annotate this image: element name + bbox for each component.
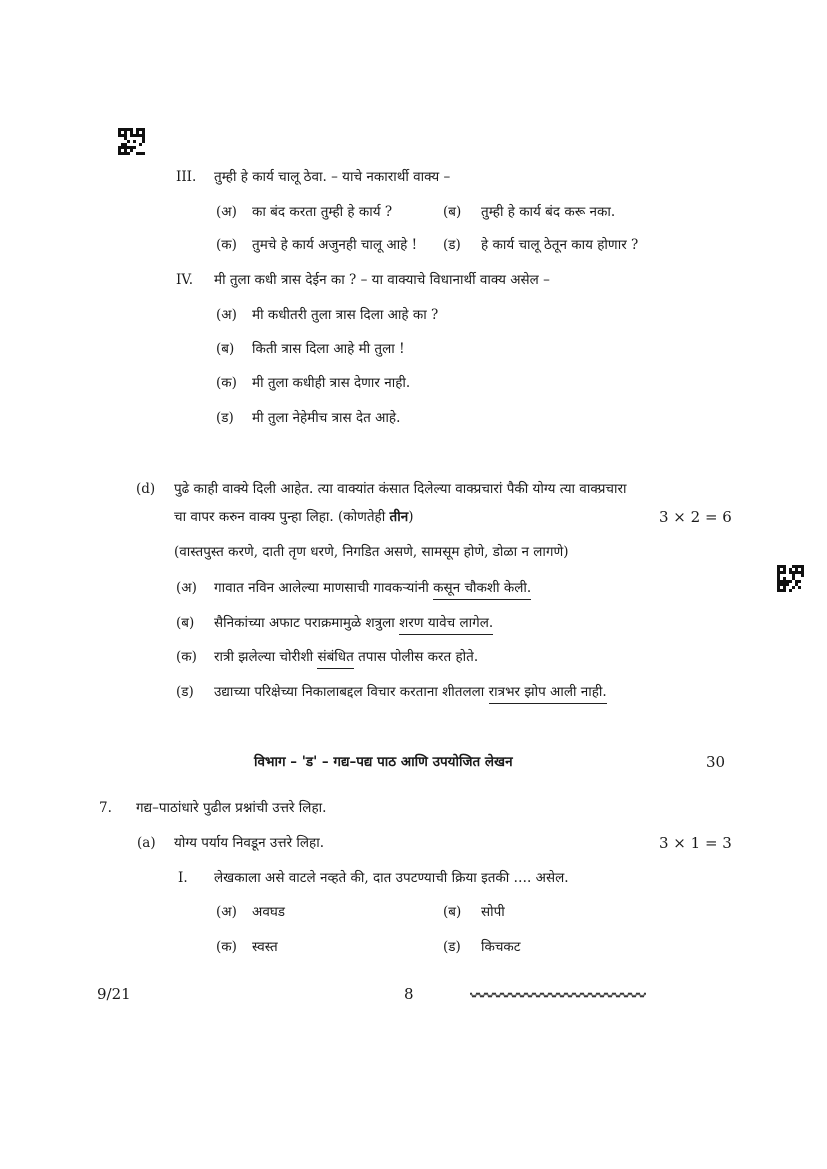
qd-phrases: (वास्तपुस्त करणे, दाती तृण धरणे, निगडित असणे, सामसूम होणे, डोळा न लागणे) [174,544,569,560]
qr-code-right [777,565,804,592]
qd-item-a-key: (अ) [176,580,197,596]
qd-item-a-pre: गावात नविन आलेल्या माणसाची गावकऱ्यांनी [214,580,434,596]
q7-opt-c-text: स्वस्त [252,939,278,955]
qd-line2 [174,511,413,525]
qd-item-c-underlined: संबंधित [317,649,353,669]
section-title: विभाग – 'ड' – गद्य–पद्य पाठ आणि उपयोजित लेखन [254,754,513,770]
q4-opt-a-key: (अ) [216,307,237,323]
qd-item-b-text [214,617,493,631]
qd-marks: 3 × 2 = 6 [659,508,732,526]
q4-opt-d-key: (ड) [216,410,234,426]
qd-line2-post: ) [408,509,414,525]
qd-item-b-key: (ब) [176,615,195,631]
q4-opt-a-text: मी कधीतरी तुला त्रास दिला आहे का ? [252,307,439,323]
footer-code: 9/21 [97,985,131,1003]
q7-opt-c-key: (क) [216,939,237,955]
footer-page-number: 8 [404,985,414,1003]
qd-item-b-underlined: शरण यावेच लागेल. [399,615,493,635]
qd-line1: पुढे काही वाक्ये दिली आहेत. त्या वाक्यांत कंसात दिलेल्या वाक्प्रचारां पैकी योग्य त्या वाक्प्रचारा [174,481,627,497]
q4-opt-c-text: मी तुला कधीही त्रास देणार नाही. [252,375,411,391]
qd-item-b-pre: सैनिकांच्या अफाट पराक्रमामुळे शत्रुला [214,615,400,631]
q7a-text: योग्य पर्याय निवडून उत्तरे लिहा. [174,835,325,851]
q3-opt-b-text: तुम्ही हे कार्य बंद करू नका. [481,204,616,220]
q3-opt-d-key: (ड) [443,237,461,253]
qd-item-a-underlined: कसून चौकशी केली. [433,580,531,600]
q7-opt-d-key: (ड) [443,939,461,955]
q7-opt-a-key: (अ) [216,904,237,920]
q4-opt-b-text: किती त्रास दिला आहे मी तुला ! [252,341,405,357]
qr-code-top-left [118,128,145,155]
q3-label: III. [176,169,197,185]
q7-I-label: I. [178,870,188,886]
q7-opt-a-text: अवघड [252,904,286,920]
q7-I-text: लेखकाला असे वाटले नव्हते की, दात उपटण्याची क्रिया इतकी …. असेल. [214,870,569,886]
q7-number: 7. [99,800,112,816]
q3-opt-d-text: हे कार्य चालू ठेतून काय होणार ? [481,237,639,253]
section-marks: 30 [706,753,726,771]
q4-opt-c-key: (क) [216,375,237,391]
qd-item-c-text [214,651,478,665]
qd-item-c-pre: रात्री झलेल्या चोरीशी [214,649,318,665]
q3-text: तुम्ही हे कार्य चालू ठेवा. – याचे नकारार्थी वाक्य – [214,169,451,185]
q3-opt-b-key: (ब) [443,204,462,220]
q7a-label: (a) [137,835,156,851]
qd-line2-bold: तीन [389,509,409,525]
q4-opt-d-text: मी तुला नेहेमीच त्रास देत आहे. [252,410,401,426]
q3-opt-a-text: का बंद करता तुम्ही हे कार्य ? [252,204,393,220]
qd-item-c-key: (क) [176,649,197,665]
q7-opt-b-text: सोपी [481,904,505,920]
qd-line2-pre: चा वापर करुन वाक्य पुन्हा लिहा. (कोणतेही [174,509,390,525]
qd-item-c-post: तपास पोलीस करत होते. [353,649,479,665]
q7-text: गद्य–पाठांधारे पुढील प्रश्नांची उत्तरे लिहा. [136,800,327,816]
q3-opt-c-text: तुमचे हे कार्य अजुनही चालू आहे ! [252,237,418,253]
q7-opt-b-key: (ब) [443,904,462,920]
q7a-marks: 3 × 1 = 3 [659,834,732,852]
qd-item-d-text [214,686,607,700]
q3-opt-c-key: (क) [216,237,237,253]
q7-opt-d-text: किचकट [481,939,521,955]
qd-item-d-underlined: रात्रभर झोप आली नाही. [489,684,607,704]
wavy-line-decoration [470,990,646,1000]
qd-item-d-key: (ड) [176,684,194,700]
q4-opt-b-key: (ब) [216,341,235,357]
qd-item-d-pre: उद्याच्या परिक्षेच्या निकालाबद्दल विचार करताना शीतलला [214,684,489,700]
q4-text: मी तुला कधी त्रास देईन का ? – या वाक्याचे विधानार्थी वाक्य असेल – [214,272,550,288]
q4-label: IV. [176,272,194,288]
qd-item-a-text [214,582,531,596]
q3-opt-a-key: (अ) [216,204,237,220]
qd-label: (d) [136,481,156,497]
